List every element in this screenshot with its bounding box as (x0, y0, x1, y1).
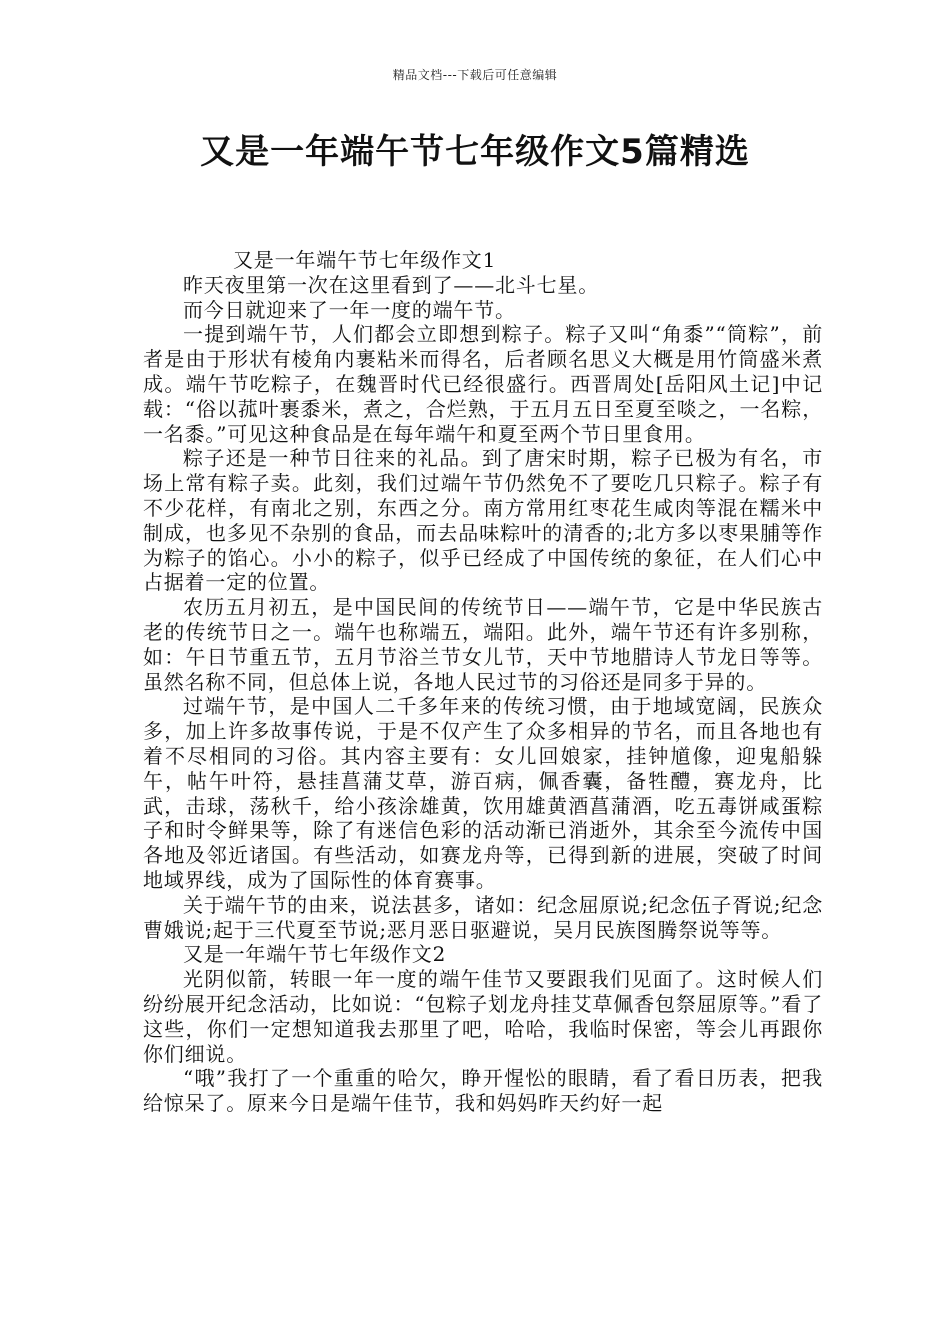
document-body (143, 248, 823, 1116)
paragraph: 过端午节，是中国人二千多年来的传统习惯，由于地域宽阔，民族众多，加上许多故事传说，于是不仅产生了众多相异的节名，而且各地也有着不尽相同的习俗。其内容主要有：女儿回娘家，挂钟馗像，迎鬼船躲午，帖午叶符，悬挂菖蒲艾草，游百病，佩香囊，备牲醴，赛龙舟，比武，击球，荡秋千，给小孩涂雄黄，饮用雄黄酒菖蒲酒，吃五毒饼咸蛋粽子和时令鲜果等，除了有迷信色彩的活动渐已消逝外，其余至今流传中国各地及邻近诸国。有些活动，如赛龙舟等，已得到新的进展，突破了时间地域界线，成为了国际性的体育赛事。 (143, 694, 823, 892)
paragraph: 一提到端午节，人们都会立即想到粽子。粽子又叫“角黍”“筒粽”，前者是由于形状有棱角内裹粘米而得名，后者顾名思义大概是用竹筒盛米煮成。端午节吃粽子，在魏晋时代已经很盛行。西晋周处[岳阳风土记]中记载：“俗以菰叶裹黍米，煮之，合烂熟，于五月五日至夏至啖之，一名粽，一名黍。”可见这种食品是在每年端午和夏至两个节日里食用。 (143, 322, 823, 446)
paragraph: 昨天夜里第一次在这里看到了——北斗七星。 (183, 272, 599, 297)
section-heading-essay-2: 又是一年端午节七年级作文2 (183, 942, 447, 967)
paragraph: 而今日就迎来了一年一度的端午节。 (183, 297, 516, 322)
section-heading-essay-1: 又是一年端午节七年级作文1 (233, 248, 497, 272)
paragraph: 关于端午节的由来，说法甚多，诸如：纪念屈原说;纪念伍子胥说;纪念曹娥说;起于三代夏至节说;恶月恶日驱避说，吴月民族图腾祭说等等。 (143, 892, 823, 942)
paragraph: 光阴似箭，转眼一年一度的端午佳节又要跟我们见面了。这时候人们纷纷展开纪念活动，比如说：“包粽子划龙舟挂艾草佩香包祭屈原等。”看了这些，你们一定想知道我去那里了吧，哈哈，我临时保密，等会儿再跟你你们细说。 (143, 967, 823, 1066)
document-title: 又是一年端午节七年级作文5篇精选 (200, 132, 750, 172)
paragraph: 粽子还是一种节日往来的礼品。到了唐宋时期，粽子已极为有名，市场上常有粽子卖。此刻，我们过端午节仍然免不了要吃几只粽子。粽子有不少花样，有南北之别，东西之分。南方常用红枣花生咸肉等混在糯米中制成，也多见不杂别的食品，而去品味粽叶的清香的;北方多以枣果脯等作为粽子的馅心。小小的粽子，似乎已经成了中国传统的象征，在人们心中占据着一定的位置。 (143, 446, 823, 595)
paragraph: “哦”我打了一个重重的哈欠，睁开惺忪的眼睛，看了看日历表，把我给惊呆了。原来今日是端午佳节，我和妈妈昨天约好一起 (143, 1066, 823, 1116)
paragraph: 农历五月初五，是中国民间的传统节日——端午节，它是中华民族古老的传统节日之一。端午也称端五，端阳。此外，端午节还有许多别称，如：午日节重五节，五月节浴兰节女儿节，天中节地腊诗人节龙日等等。虽然名称不同，但总体上说，各地人民过节的习俗还是同多于异的。 (143, 595, 823, 694)
page-header: 精品文档---下载后可任意编辑 (392, 68, 558, 82)
